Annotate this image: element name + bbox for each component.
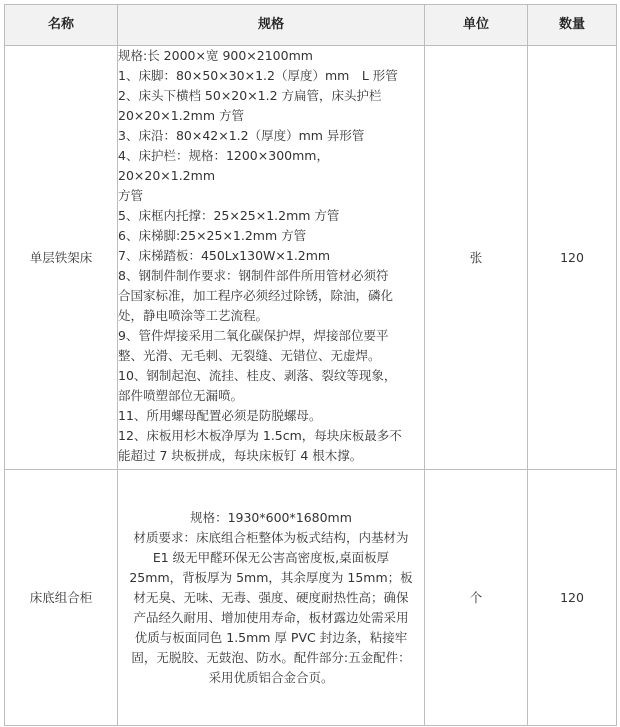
spec-line: 规格：1930*600*1680mm [190,509,352,525]
spec-line: 4、床护栏：规格：1200×300mm，20×20×1.2mm [118,148,329,183]
item-qty: 120 [528,470,617,726]
spec-line: 部件喷塑部位无漏喷。 [118,388,244,403]
spec-line: 能超过 7 块板拼成，每块床板钉 4 根木撑。 [118,448,363,463]
spec-line: 材无臭、无味、无毒、强度、硬度耐热性高；确保 [133,589,409,605]
spec-line: 2、床头下横档 50×20×1.2 方扁管，床头护栏 [118,88,382,103]
header-unit: 单位 [425,5,528,46]
spec-line: 25mm，背板厚为 5mm，其余厚度为 15mm；板 [129,569,413,585]
item-unit: 张 [425,46,528,470]
spec-line: E1 级无甲醛环保无公害高密度板,桌面板厚 [152,549,390,565]
spec-line: 材质要求：床底组合柜整体为板式结构，内基材为 [133,529,409,545]
spec-line: 整、光滑、无毛刺、无裂缝、无错位、无虚焊。 [118,348,381,363]
header-spec: 规格 [118,5,425,46]
header-name: 名称 [5,5,118,46]
spec-line: 7、床梯踏板：450Lx130W×1.2mm [118,248,331,263]
item-unit: 个 [425,470,528,726]
spec-line: 3、床沿：80×42×1.2（厚度）mm 异形管 [118,128,365,143]
header-qty: 数量 [528,5,617,46]
table-row [5,470,617,726]
spec-line: 优质与板面同色 1.5mm 厚 PVC 封边条，粘接牢 [134,629,408,645]
spec-line: 规格:长 2000×宽 900×2100mm [118,48,313,63]
spec-line: 合国家标准，加工程序必须经过除锈，除油，磷化 [118,288,394,303]
spec-line: 10、钢制起泡、流挂、桂皮、剥落、裂纹等现象， [118,368,397,383]
spec-line: 1、床脚：80×50×30×1.2（厚度）mm L 形管 [118,68,398,83]
item-name: 单层铁架床 [5,46,118,470]
spec-line: 固，无脱胶、无鼓泡、防水。配件部分:五金配件： [131,649,411,665]
item-spec [118,470,425,726]
spec-table [4,4,617,726]
spec-line: 采用优质铝合金合页。 [208,669,334,685]
spec-line: 6、床梯脚:25×25×1.2mm 方管 [118,228,307,243]
item-qty: 120 [528,46,617,470]
spec-line: 9、管件焊接采用二氧化碳保护焊，焊接部位要平 [118,328,389,343]
spec-line: 方管 [118,188,144,203]
spec-line: 8、钢制件制作要求：钢制件部件所用管材必须符 [118,268,389,283]
spec-line: 处，静电喷涂等工艺流程。 [118,308,269,323]
header-row [5,5,617,46]
spec-line: 5、床框内托撑：25×25×1.2mm 方管 [118,208,340,223]
table-row [5,46,617,470]
spec-line: 11、所用螺母配置必须是防脱螺母。 [118,408,322,423]
spec-line: 产品经久耐用、增加使用寿命，板材露边处需采用 [133,609,409,625]
spec-line: 12、床板用杉木板净厚为 1.5cm，每块床板最多不 [118,428,402,443]
item-name: 床底组合柜 [5,470,118,726]
item-spec [118,46,425,470]
spec-line: 20×20×1.2mm 方管 [118,108,244,123]
